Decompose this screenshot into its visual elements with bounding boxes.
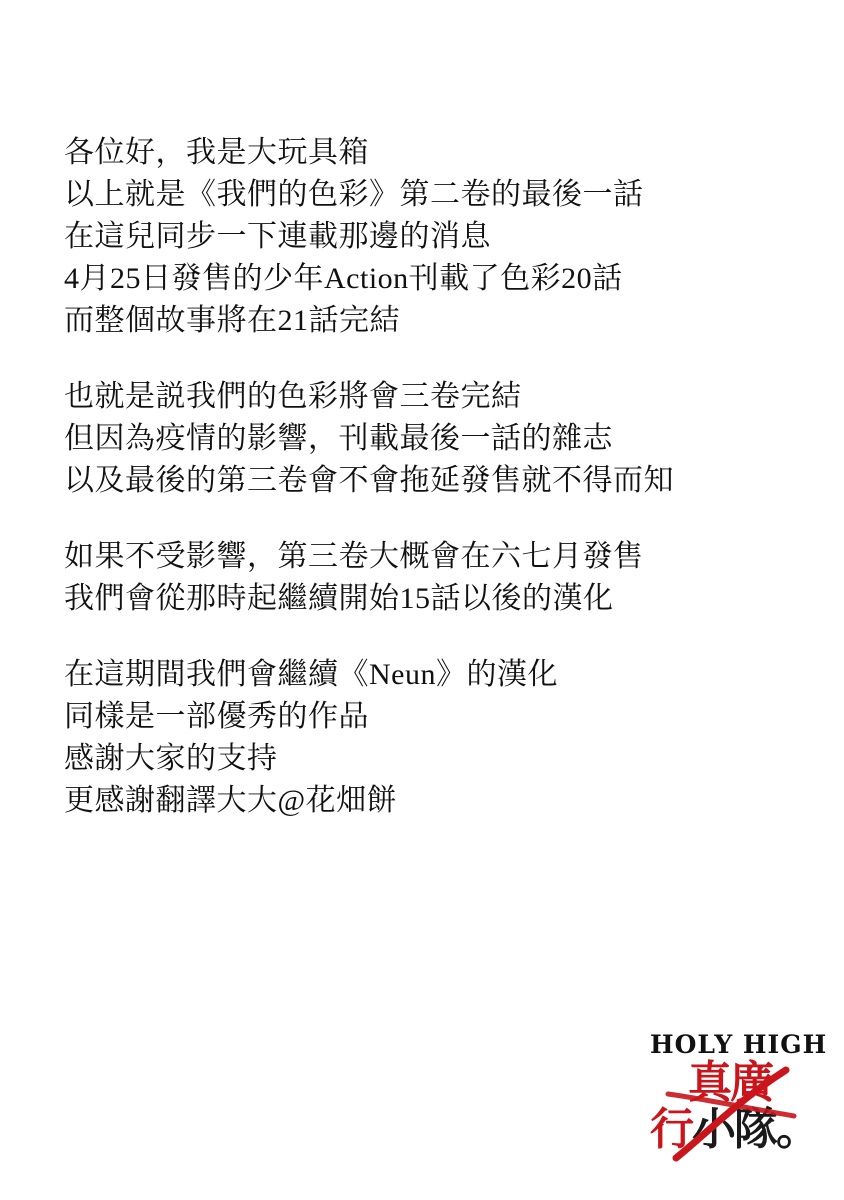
note-line: 我們會從那時起繼續開始15話以後的漢化 — [64, 582, 614, 615]
note-line: 也就是説我們的色彩將會三卷完結 — [64, 380, 522, 413]
note-paragraph — [64, 132, 804, 342]
note-line: 4月25日發售的少年Action刊載了色彩20話 — [64, 262, 623, 295]
logo-cn-wordmark — [650, 1057, 818, 1172]
logo-cn-line1: 真廣 — [688, 1057, 772, 1108]
note-paragraph — [64, 536, 804, 620]
note-line: 在這兒同步一下連載那邊的消息 — [64, 220, 491, 253]
logo-cn-line2-red: 行 — [650, 1104, 692, 1155]
note-line: 以上就是《我們的色彩》第二卷的最後一話 — [64, 178, 644, 211]
note-line: 各位好，我是大玩具箱 — [64, 136, 369, 169]
note-line: 更感謝翻譯大大@花畑餅 — [64, 784, 398, 817]
logo-cn-line2-dark: 小隊。 — [692, 1104, 818, 1155]
note-line: 感謝大家的支持 — [64, 742, 278, 775]
note-line: 同樣是一部優秀的作品 — [64, 700, 369, 733]
note-line: 以及最後的第三卷會不會拖延發售就不得而知 — [64, 464, 674, 497]
note-line: 如果不受影響，第三卷大概會在六七月發售 — [64, 540, 644, 573]
logo-latin-text: HOLY HIGH — [650, 1030, 828, 1059]
note-line: 在這期間我們會繼續《Neun》的漢化 — [64, 658, 558, 691]
note-paragraph — [64, 654, 804, 822]
note-paragraph — [64, 376, 804, 502]
note-line: 而整個故事將在21話完結 — [64, 304, 400, 337]
scanlation-group-logo — [650, 1030, 828, 1182]
note-line: 但因為疫情的影響，刊載最後一話的雜志 — [64, 422, 613, 455]
translator-note — [64, 132, 804, 822]
logo-cn-line2 — [650, 1104, 818, 1155]
